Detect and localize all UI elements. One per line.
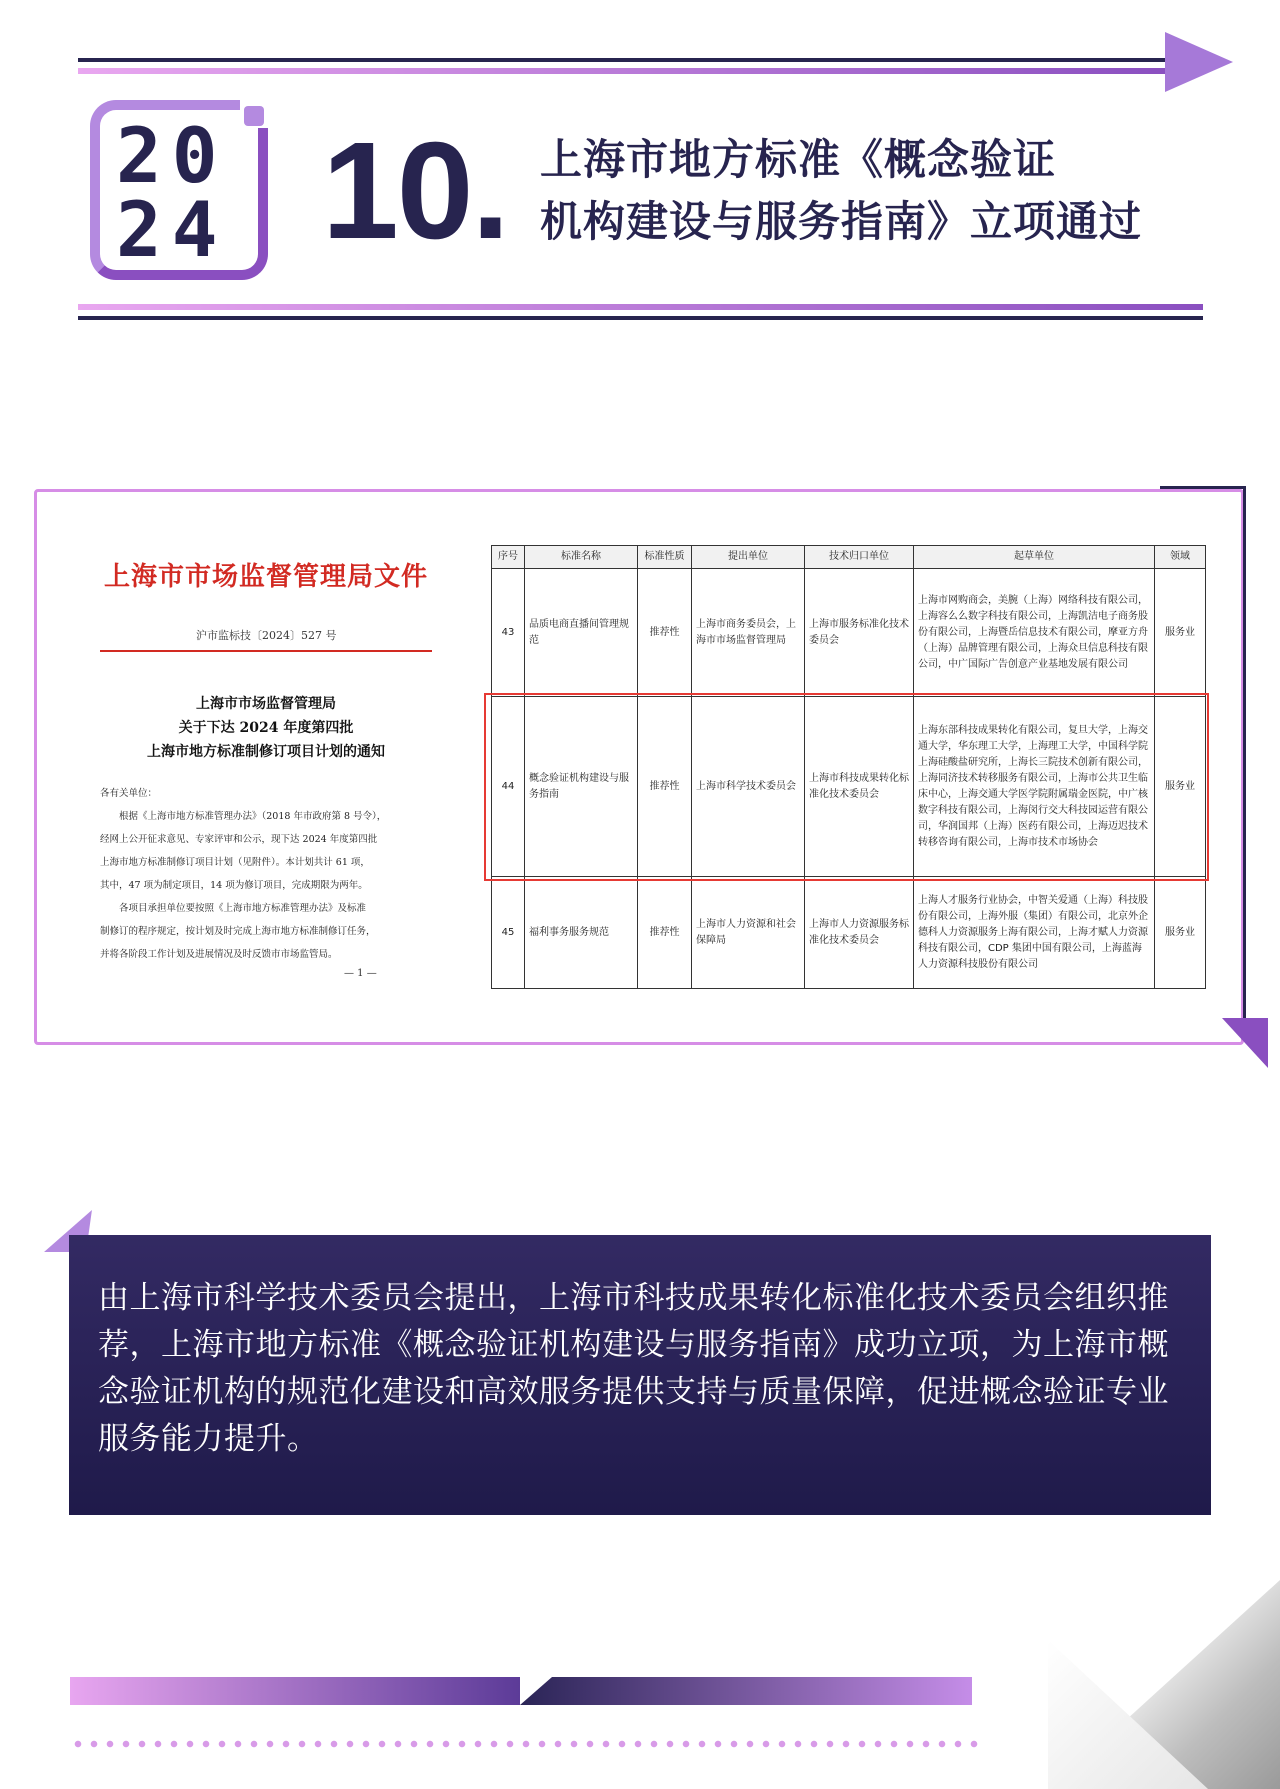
header-rule-bottom [78,316,1203,320]
table-row [492,877,1206,989]
cell-no: 45 [492,877,525,989]
col-header-proposer: 提出单位 [692,546,805,569]
cell-name: 品质电商直播间管理规范 [525,569,638,697]
corner-arrow-icon [1222,1018,1268,1068]
cell-tech: 上海市科技成果转化标准化技术委员会 [805,697,914,877]
cell-nature: 推荐性 [638,697,692,877]
year-bottom-digits: 24 [116,185,228,274]
document-title-line1: 上海市市场监督管理局 [196,696,336,712]
table-header-row [492,546,1206,569]
year-badge-dot [244,106,264,126]
document-page-number: — 1 — [344,968,377,979]
col-header-field: 领域 [1155,546,1206,569]
cell-no: 43 [492,569,525,697]
col-header-tech: 技术归口单位 [805,546,914,569]
footer-dot-line [70,1740,980,1748]
col-header-no: 序号 [492,546,525,569]
header-gradient-bar-top [78,68,1168,74]
header-gradient-bar-bottom [78,304,1203,310]
highlight-box [484,693,1209,881]
col-header-drafter: 起草单位 [914,546,1155,569]
year-top-digits: 20 [116,111,228,200]
cell-name: 福利事务服务规范 [525,877,638,989]
col-header-name: 标准名称 [525,546,638,569]
document-body-line: 上海市地方标准制修订项目计划（见附件）。本计划共计 61 项， [100,857,370,868]
footer-bar-right [520,1677,972,1705]
frame-accent-top [1160,486,1246,489]
cell-proposer: 上海市科学技术委员会 [692,697,805,877]
cell-field: 服务业 [1155,697,1206,877]
document-body-line: 并将各阶段工作计划及进展情况及时反馈市市场监管局。 [100,949,338,960]
cell-drafter: 上海人才服务行业协会，中智关爱通（上海）科技股份有限公司，上海外服（集团）有限公司，北京外企德科人力资源服务上海有限公司，上海才赋人力资源科技有限公司，CDP 集团中国有限公司，上海蓝海人力资源科技股份有限公司 [914,877,1155,989]
cell-drafter: 上海市网购商会，美腕（上海）网络科技有限公司，上海容么么数字科技有限公司，上海凯洁电子商务股份有限公司，上海暨岳信息技术有限公司，摩亚方舟（上海）品牌管理有限公司，上海众旦信息科技有限公司，中广国际广告创意产业基地发展有限公司 [914,569,1155,697]
cell-proposer: 上海市人力资源和社会保障局 [692,877,805,989]
info-text: 由上海市科学技术委员会提出，上海市科技成果转化标准化技术委员会组织推荐，上海市地方标准《概念验证机构建设与服务指南》成功立项，为上海市概念验证机构的规范化建设和高效服务提供支持与质量保障，促进概念验证专业服务能力提升。 [98,1280,1169,1457]
document-body-line: 各项目承担单位要按照《上海市地方标准管理办法》及标准 [100,903,367,914]
table-row [492,569,1206,697]
cell-nature: 推荐性 [638,877,692,989]
frame-accent-right [1243,486,1246,1026]
document-heading: 上海市市场监督管理局文件 [104,562,429,592]
col-header-nature: 标准性质 [638,546,692,569]
cell-nature: 推荐性 [638,569,692,697]
document-title-line3: 上海市地方标准制修订项目计划的通知 [147,744,385,760]
section-title-line1: 上海市地方标准《概念验证 [540,135,1057,184]
cell-no: 44 [492,697,525,877]
footer-bar-left [70,1677,520,1705]
document-body-line: 制修订的程序规定，按计划及时完成上海市地方标准制修订任务， [100,926,376,937]
document-body-line: 其中，47 项为制定项目，14 项为修订项目，完成期限为两年。 [100,880,368,891]
cell-proposer: 上海市商务委员会，上海市市场监督管理局 [692,569,805,697]
cell-name: 概念验证机构建设与服务指南 [525,697,638,877]
section-number: 10. [322,114,508,268]
cell-drafter: 上海东部科技成果转化有限公司，复旦大学，上海交通大学，华东理工大学，上海理工大学，中国科学院上海硅酸盐研究所，上海长三院技术创新有限公司，上海同济技术转移服务有限公司，上海市公共卫生临床中心，上海交通大学医学院附属瑞金医院，中广核数字科技有限公司，上海闵行交大科技园运营有限公司，华润国邦（上海）医药有限公司，上海迈迟技术转移咨询有限公司，上海市技术市场协会 [914,697,1155,877]
section-title-line2: 机构建设与服务指南》立项通过 [540,197,1143,246]
document-number: 沪市监标技〔2024〕527 号 [196,629,337,642]
cell-tech: 上海市人力资源服务标准化技术委员会 [805,877,914,989]
document-body-line: 经网上公开征求意见、专家评审和公示，现下达 2024 年度第四批 [100,834,378,845]
header-rule-top [78,58,1168,62]
cell-field: 服务业 [1155,877,1206,989]
document-title-line2: 关于下达 2024 年度第四批 [178,720,354,736]
document-body-line: 根据《上海市地方标准管理办法》（2018 年市政府第 8 号令）， [100,811,387,822]
cell-field: 服务业 [1155,569,1206,697]
cell-tech: 上海市服务标准化技术委员会 [805,569,914,697]
document-body-line: 各有关单位： [100,788,158,799]
arrow-right-icon [1165,32,1233,92]
document-red-rule [100,650,432,652]
